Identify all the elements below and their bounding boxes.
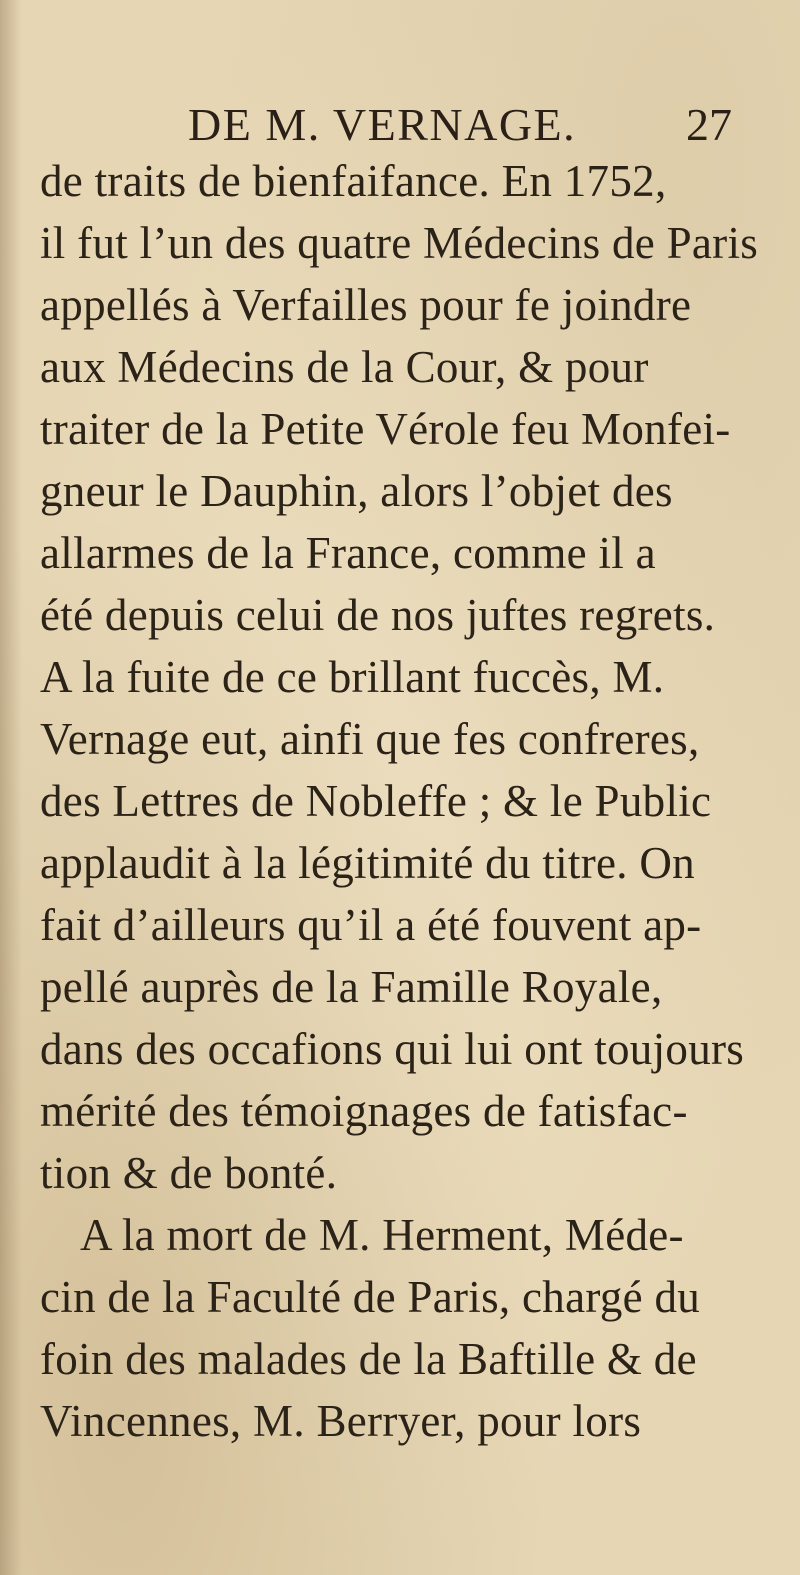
text-line: aux Médecins de la Cour, & pour: [40, 342, 649, 392]
text-line: appellés à Verfailles pour fe joindre: [40, 280, 692, 330]
page-edge-shadow: [0, 0, 22, 1575]
text-line: cin de la Faculté de Paris, chargé du: [40, 1272, 701, 1322]
text-line: A la fuite de ce brillant fuccès, M.: [40, 652, 665, 702]
page-number: 27: [686, 99, 732, 150]
running-title: DE M. VERNAGE.: [188, 99, 577, 150]
text-line: pellé auprès de la Famille Royale,: [40, 962, 663, 1012]
text-line: gneur le Dauphin, alors l’objet des: [40, 466, 673, 516]
text-line: dans des occafions qui lui ont toujours: [40, 1024, 745, 1074]
text-line: A la mort de M. Herment, Méde-: [80, 1210, 684, 1260]
text-line: des Lettres de Nobleffe ; & le Public: [40, 776, 712, 826]
text-line: il fut l’un des quatre Médecins de Paris: [40, 218, 759, 268]
text-line: été depuis celui de nos juftes regrets.: [40, 590, 716, 640]
text-line: Vincennes, M. Berryer, pour lors: [40, 1396, 642, 1446]
text-line: tion & de bonté.: [40, 1148, 338, 1198]
text-line: de traits de bienfaifance. En 1752,: [40, 156, 667, 206]
text-line: applaudit à la légitimité du titre. On: [40, 838, 695, 888]
text-line: traiter de la Petite Vérole feu Monfei-: [40, 404, 731, 454]
text-line: foin des malades de la Baftille & de: [40, 1334, 697, 1384]
text-line: mérité des témoignages de fatisfac-: [40, 1086, 688, 1136]
text-line: allarmes de la France, comme il a: [40, 528, 656, 578]
text-line: fait d’ailleurs qu’il a été fouvent ap-: [40, 900, 702, 950]
text-line: Vernage eut, ainfi que fes confreres,: [40, 714, 700, 764]
